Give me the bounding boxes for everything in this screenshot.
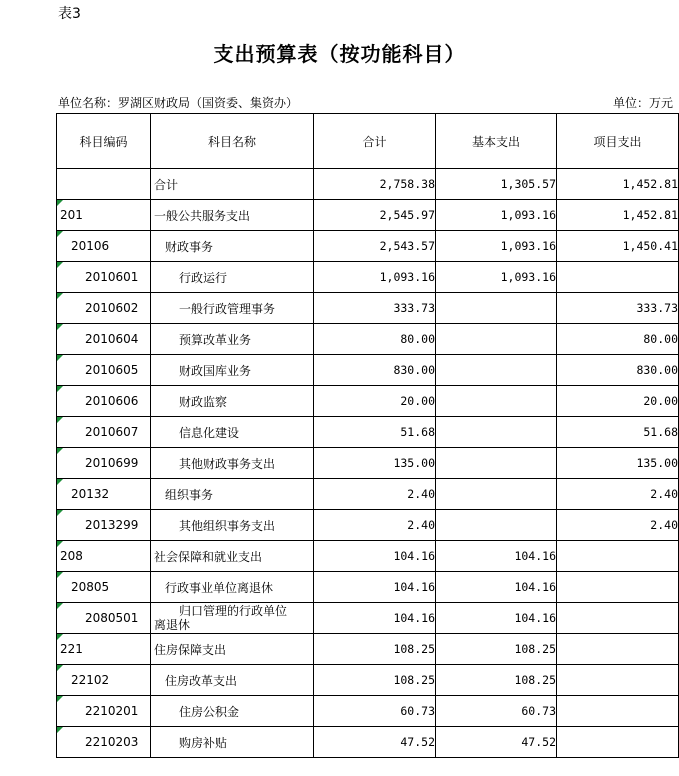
row-project: 2.40 <box>557 510 679 541</box>
row-code: 2210201 <box>57 696 151 727</box>
table-row <box>57 417 679 448</box>
row-basic: 1,093.16 <box>436 262 557 293</box>
row-total: 135.00 <box>314 448 436 479</box>
row-code <box>57 169 151 200</box>
row-basic: 104.16 <box>436 541 557 572</box>
row-project: 20.00 <box>557 386 679 417</box>
row-basic: 1,305.57 <box>436 169 557 200</box>
row-basic <box>436 479 557 510</box>
row-project <box>557 262 679 293</box>
cell-marker-icon <box>57 696 63 702</box>
row-name: 一般公共服务支出 <box>151 200 314 231</box>
table-row <box>57 541 679 572</box>
table-row <box>57 665 679 696</box>
row-project: 1,450.41 <box>557 231 679 262</box>
table-row <box>57 293 679 324</box>
row-project <box>557 541 679 572</box>
header-basic: 基本支出 <box>436 114 557 169</box>
cell-marker-icon <box>57 355 63 361</box>
row-code: 201 <box>57 200 151 231</box>
row-name: 其他财政事务支出 <box>151 448 314 479</box>
row-code: 2010607 <box>57 417 151 448</box>
row-total: 51.68 <box>314 417 436 448</box>
unit-name: 单位名称：罗湖区财政局（国资委、集资办） <box>58 96 299 110</box>
row-code: 221 <box>57 634 151 665</box>
row-code: 2010601 <box>57 262 151 293</box>
row-total: 830.00 <box>314 355 436 386</box>
row-project: 333.73 <box>557 293 679 324</box>
table-row <box>57 262 679 293</box>
header-total: 合计 <box>314 114 436 169</box>
table-row <box>57 479 679 510</box>
row-total: 80.00 <box>314 324 436 355</box>
row-total: 60.73 <box>314 696 436 727</box>
row-code: 2010604 <box>57 324 151 355</box>
budget-table <box>56 113 679 758</box>
row-name: 住房保障支出 <box>151 634 314 665</box>
table-row <box>57 510 679 541</box>
row-code: 2080501 <box>57 603 151 634</box>
sheet-label: 表3 <box>58 6 81 22</box>
cell-marker-icon <box>57 541 63 547</box>
table-row <box>57 603 679 634</box>
row-code: 20805 <box>57 572 151 603</box>
row-total: 2,758.38 <box>314 169 436 200</box>
cell-marker-icon <box>57 634 63 640</box>
page-title: 支出预算表（按功能科目） <box>213 42 466 66</box>
header-name: 科目名称 <box>151 114 314 169</box>
table-row <box>57 634 679 665</box>
row-code: 2210203 <box>57 727 151 758</box>
row-name: 社会保障和就业支出 <box>151 541 314 572</box>
row-name: 财政事务 <box>151 231 314 262</box>
row-basic <box>436 510 557 541</box>
row-basic: 1,093.16 <box>436 200 557 231</box>
header-project: 项目支出 <box>557 114 679 169</box>
row-total: 104.16 <box>314 572 436 603</box>
table-row <box>57 386 679 417</box>
row-code: 2010699 <box>57 448 151 479</box>
row-total: 333.73 <box>314 293 436 324</box>
row-basic: 47.52 <box>436 727 557 758</box>
cell-marker-icon <box>57 510 63 516</box>
cell-marker-icon <box>57 665 63 671</box>
row-name: 其他组织事务支出 <box>151 510 314 541</box>
row-total: 47.52 <box>314 727 436 758</box>
row-total: 1,093.16 <box>314 262 436 293</box>
row-name: 购房补贴 <box>151 727 314 758</box>
row-project <box>557 572 679 603</box>
row-project <box>557 696 679 727</box>
table-row <box>57 324 679 355</box>
row-project <box>557 634 679 665</box>
table-row <box>57 200 679 231</box>
row-name: 财政监察 <box>151 386 314 417</box>
row-code: 2010602 <box>57 293 151 324</box>
row-code: 20106 <box>57 231 151 262</box>
row-basic: 104.16 <box>436 603 557 634</box>
cell-marker-icon <box>57 448 63 454</box>
row-name: 财政国库业务 <box>151 355 314 386</box>
table-row <box>57 231 679 262</box>
row-name: 行政运行 <box>151 262 314 293</box>
cell-marker-icon <box>57 200 63 206</box>
cell-marker-icon <box>57 417 63 423</box>
row-name: 一般行政管理事务 <box>151 293 314 324</box>
row-basic: 104.16 <box>436 572 557 603</box>
row-basic <box>436 386 557 417</box>
row-total: 20.00 <box>314 386 436 417</box>
row-project <box>557 727 679 758</box>
row-project: 80.00 <box>557 324 679 355</box>
row-name: 预算改革业务 <box>151 324 314 355</box>
row-basic: 108.25 <box>436 665 557 696</box>
row-project <box>557 603 679 634</box>
row-name: 住房改革支出 <box>151 665 314 696</box>
row-code: 208 <box>57 541 151 572</box>
row-code: 2010605 <box>57 355 151 386</box>
cell-marker-icon <box>57 262 63 268</box>
row-total: 104.16 <box>314 603 436 634</box>
cell-marker-icon <box>57 386 63 392</box>
row-name: 组织事务 <box>151 479 314 510</box>
row-basic: 60.73 <box>436 696 557 727</box>
row-total: 104.16 <box>314 541 436 572</box>
row-project: 1,452.81 <box>557 169 679 200</box>
row-code: 20132 <box>57 479 151 510</box>
cell-marker-icon <box>57 603 63 609</box>
table-row <box>57 727 679 758</box>
row-name-line2: 离退休 <box>154 618 191 632</box>
row-name-line1: 归口管理的行政单位 <box>179 604 288 618</box>
row-total: 108.25 <box>314 634 436 665</box>
row-name: 住房公积金 <box>151 696 314 727</box>
cell-marker-icon <box>57 479 63 485</box>
table-header-row <box>57 114 679 169</box>
row-total: 108.25 <box>314 665 436 696</box>
row-project: 830.00 <box>557 355 679 386</box>
table-row <box>57 355 679 386</box>
table-row <box>57 448 679 479</box>
row-name: 合计 <box>151 169 314 200</box>
row-project: 1,452.81 <box>557 200 679 231</box>
row-basic: 108.25 <box>436 634 557 665</box>
table-row <box>57 169 679 200</box>
row-total: 2.40 <box>314 479 436 510</box>
row-basic: 1,093.16 <box>436 231 557 262</box>
row-project: 135.00 <box>557 448 679 479</box>
unit-measure: 单位：万元 <box>612 96 673 110</box>
row-name: 行政事业单位离退休 <box>151 572 314 603</box>
row-basic <box>436 417 557 448</box>
cell-marker-icon <box>57 324 63 330</box>
table-row <box>57 572 679 603</box>
header-code: 科目编码 <box>57 114 151 169</box>
row-code: 2010606 <box>57 386 151 417</box>
cell-marker-icon <box>57 727 63 733</box>
row-basic <box>436 355 557 386</box>
row-name: 信息化建设 <box>151 417 314 448</box>
row-basic <box>436 324 557 355</box>
cell-marker-icon <box>57 293 63 299</box>
table-row <box>57 696 679 727</box>
row-project: 51.68 <box>557 417 679 448</box>
row-project: 2.40 <box>557 479 679 510</box>
cell-marker-icon <box>57 231 63 237</box>
row-total: 2,545.97 <box>314 200 436 231</box>
row-name <box>151 603 314 634</box>
row-basic <box>436 448 557 479</box>
row-code: 22102 <box>57 665 151 696</box>
row-total: 2.40 <box>314 510 436 541</box>
row-basic <box>436 293 557 324</box>
row-project <box>557 665 679 696</box>
row-total: 2,543.57 <box>314 231 436 262</box>
cell-marker-icon <box>57 572 63 578</box>
row-code: 2013299 <box>57 510 151 541</box>
